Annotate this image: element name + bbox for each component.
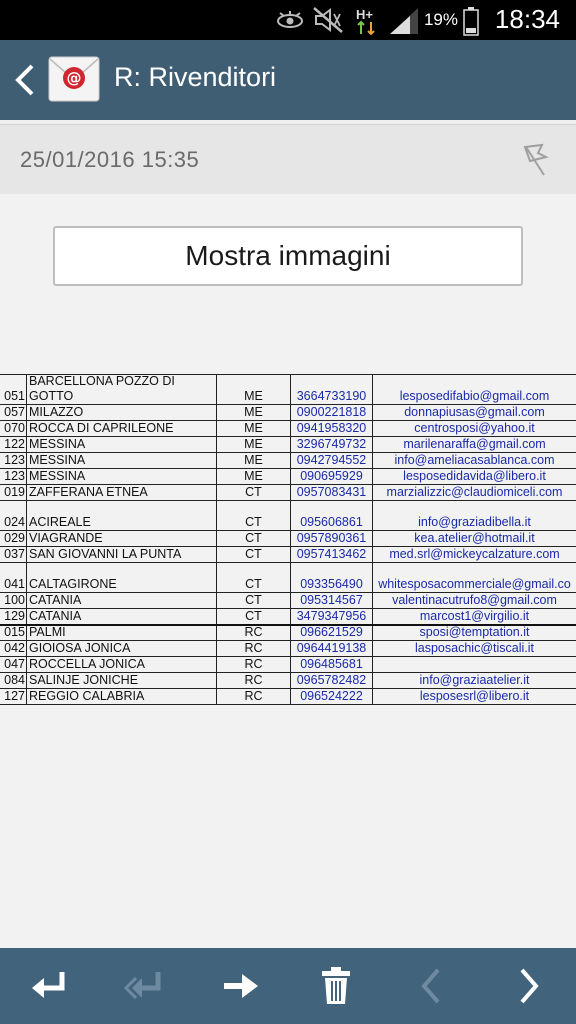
table-row <box>0 484 576 500</box>
email-app-icon <box>48 56 100 102</box>
postal-code-cell: 041 <box>4 577 25 591</box>
postal-code-cell: 127 <box>4 689 25 703</box>
table-row <box>0 608 576 624</box>
phone-link[interactable]: 3296749732 <box>290 437 372 452</box>
flag-icon[interactable] <box>520 143 550 177</box>
battery-icon <box>462 6 480 36</box>
city-cell: VIAGRANDE <box>26 531 216 546</box>
phone-link[interactable]: 0942794552 <box>290 453 372 468</box>
show-images-button[interactable]: Mostra immagini <box>53 226 523 286</box>
message-date: 25/01/2016 15:35 <box>20 147 200 172</box>
battery-percent: 19% <box>423 10 458 29</box>
province-cell: ME <box>216 453 290 468</box>
svg-text:H+: H+ <box>356 7 373 22</box>
phone-link[interactable]: 0964419138 <box>290 641 372 656</box>
email-link[interactable]: lesposedidavida@libero.it <box>372 469 576 484</box>
status-bar <box>0 0 576 40</box>
phone-link[interactable]: 090695929 <box>290 469 372 484</box>
city-cell: MESSINA <box>26 437 216 452</box>
email-link[interactable] <box>372 657 576 672</box>
email-link[interactable]: info@ameliacasablanca.com <box>372 453 576 468</box>
city-cell: CATANIA <box>26 593 216 608</box>
province-cell: ME <box>216 469 290 484</box>
table-row <box>0 374 576 404</box>
bottom-toolbar <box>0 948 576 1024</box>
city-cell: MILAZZO <box>26 405 216 420</box>
phone-link[interactable]: 0941958320 <box>290 421 372 436</box>
table-row <box>0 672 576 688</box>
province-cell: RC <box>216 626 290 640</box>
email-link[interactable]: valentinacutrufo8@gmail.com <box>372 593 576 608</box>
email-link[interactable]: lesposesrl@libero.it <box>372 689 576 704</box>
province-cell: RC <box>216 673 290 688</box>
email-link[interactable]: sposi@temptation.it <box>372 626 576 640</box>
table-row <box>0 656 576 672</box>
city-cell: GOTTO BARCELLONA POZZO DI <box>26 375 216 404</box>
svg-text:@: @ <box>66 69 82 87</box>
table-bottom-border <box>0 704 576 705</box>
forward-icon[interactable] <box>220 966 260 1006</box>
table-row <box>0 468 576 484</box>
phone-link[interactable]: 096621529 <box>290 626 372 640</box>
table-row <box>0 624 576 640</box>
province-cell: ME <box>216 375 290 404</box>
city-cell: ROCCA DI CAPRILEONE <box>26 421 216 436</box>
email-link[interactable]: centrosposi@yahoo.it <box>372 421 576 436</box>
city-cell: ACIREALE <box>26 501 216 530</box>
previous-icon <box>412 966 452 1006</box>
email-link[interactable]: lesposedifabio@gmail.com <box>372 375 576 404</box>
page-title: R: Rivenditori <box>114 62 277 92</box>
city-cell: ROCCELLA JONICA <box>26 657 216 672</box>
phone-link[interactable]: 3479347956 <box>290 609 372 624</box>
postal-code-cell: 024 <box>4 515 25 529</box>
postal-code-cell: 015 <box>4 626 25 639</box>
province-cell: CT <box>216 485 290 500</box>
table-row <box>0 500 576 530</box>
action-bar <box>0 40 576 120</box>
postal-code-cell: 019 <box>4 485 25 499</box>
phone-link[interactable]: 093356490 <box>290 563 372 592</box>
province-cell: RC <box>216 689 290 704</box>
phone-link[interactable]: 095606861 <box>290 501 372 530</box>
city-cell: MESSINA <box>26 469 216 484</box>
province-cell: CT <box>216 501 290 530</box>
city-cell: GIOIOSA JONICA <box>26 641 216 656</box>
delete-icon[interactable] <box>316 966 356 1006</box>
city-cell: CALTAGIRONE <box>26 563 216 592</box>
email-link[interactable]: kea.atelier@hotmail.it <box>372 531 576 546</box>
email-link[interactable]: whitesposacommerciale@gmail.co <box>372 563 576 592</box>
phone-link[interactable]: 0957083431 <box>290 485 372 500</box>
table-row <box>0 420 576 436</box>
phone-link[interactable]: 095314567 <box>290 593 372 608</box>
province-cell: CT <box>216 593 290 608</box>
reply-all-icon <box>122 966 162 1006</box>
table-row <box>0 404 576 420</box>
email-link[interactable]: info@graziaatelier.it <box>372 673 576 688</box>
phone-link[interactable]: 096524222 <box>290 689 372 704</box>
postal-code-cell: 037 <box>4 547 25 561</box>
city-cell: SALINJE JONICHE <box>26 673 216 688</box>
email-link[interactable]: donnapiusas@gmail.com <box>372 405 576 420</box>
table-row <box>0 530 576 546</box>
phone-link[interactable]: 0965782482 <box>290 673 372 688</box>
province-cell: CT <box>216 563 290 592</box>
phone-link[interactable]: 096485681 <box>290 657 372 672</box>
table-row <box>0 592 576 608</box>
city-cell: REGGIO CALABRIA <box>26 689 216 704</box>
table-row <box>0 452 576 468</box>
email-link[interactable]: med.srl@mickeycalzature.com <box>372 547 576 562</box>
table-row <box>0 546 576 562</box>
province-cell: CT <box>216 531 290 546</box>
city-cell: SAN GIOVANNI LA PUNTA <box>26 547 216 562</box>
phone-link[interactable]: 0957890361 <box>290 531 372 546</box>
phone-link[interactable]: 0900221818 <box>290 405 372 420</box>
province-cell: RC <box>216 641 290 656</box>
email-link[interactable]: lasposachic@tiscali.it <box>372 641 576 656</box>
table-row <box>0 562 576 592</box>
table-row <box>0 688 576 704</box>
postal-code-cell: 047 <box>4 657 25 671</box>
phone-link[interactable]: 3664733190 <box>290 375 372 404</box>
province-cell: CT <box>216 547 290 562</box>
message-header <box>0 124 576 194</box>
postal-code-cell: 057 <box>4 405 25 419</box>
city-cell: PALMI <box>26 626 216 640</box>
city-cell: MESSINA <box>26 453 216 468</box>
city-line1: BARCELLONA POZZO DI <box>29 375 175 388</box>
phone-link[interactable]: 0957413462 <box>290 547 372 562</box>
email-link[interactable]: info@graziadibella.it <box>372 501 576 530</box>
postal-code-cell: 100 <box>4 593 25 607</box>
postal-code-cell: 129 <box>4 609 25 623</box>
signal-icon <box>388 6 420 36</box>
table-row <box>0 640 576 656</box>
mute-icon <box>312 6 344 34</box>
table-row <box>0 436 576 452</box>
province-cell: RC <box>216 657 290 672</box>
email-link[interactable]: marilenaraffa@gmail.com <box>372 437 576 452</box>
message-body <box>0 194 576 948</box>
province-cell: CT <box>216 609 290 624</box>
clock: 18:34 <box>494 4 560 34</box>
hplus-data-icon <box>354 6 380 36</box>
email-link[interactable]: marcost1@virgilio.it <box>372 609 576 624</box>
next-icon[interactable] <box>508 966 548 1006</box>
city-cell: ZAFFERANA ETNEA <box>26 485 216 500</box>
postal-code-cell: 122 <box>4 437 25 451</box>
eye-icon <box>276 6 304 34</box>
postal-code-cell: 029 <box>4 531 25 545</box>
postal-code-cell: 123 <box>4 453 25 467</box>
reply-icon[interactable] <box>28 966 68 1006</box>
province-cell: ME <box>216 405 290 420</box>
city-cell: CATANIA <box>26 609 216 624</box>
back-arrow-icon[interactable] <box>12 62 38 98</box>
postal-code-cell: 051 <box>4 389 25 403</box>
email-link[interactable]: marzializzic@claudiomiceli.com <box>372 485 576 500</box>
province-cell: ME <box>216 437 290 452</box>
postal-code-cell: 084 <box>4 673 25 687</box>
postal-code-cell: 070 <box>4 421 25 435</box>
postal-code-cell: 123 <box>4 469 25 483</box>
province-cell: ME <box>216 421 290 436</box>
postal-code-cell: 042 <box>4 641 25 655</box>
